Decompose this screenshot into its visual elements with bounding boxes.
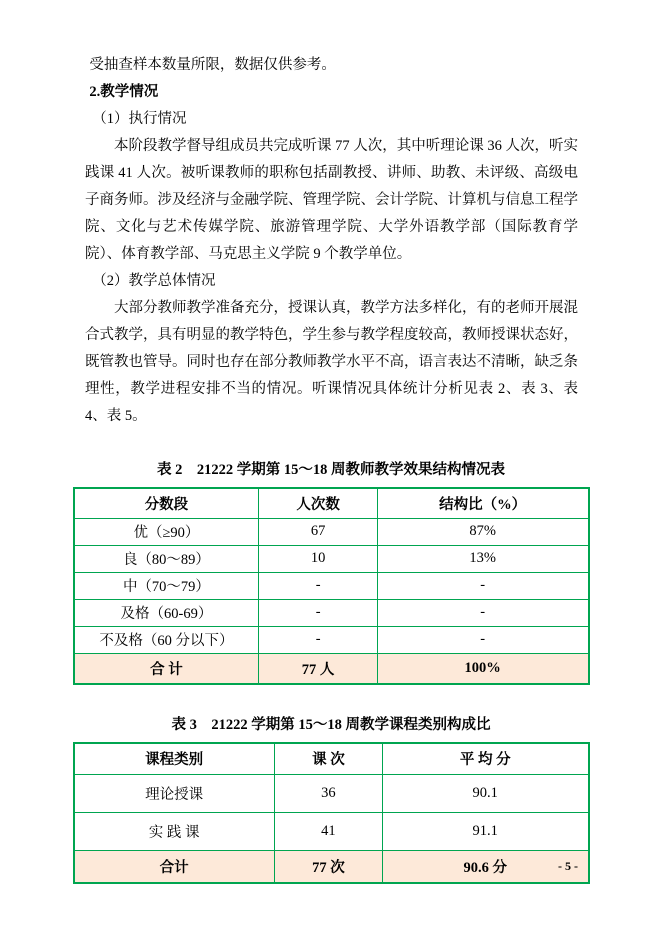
section-heading: 2.教学情况 xyxy=(89,84,159,100)
table-3-caption: 表 3 21222 学期第 15～18 周教学课程类别构成比 xyxy=(171,717,491,733)
table-row-pass xyxy=(74,599,589,626)
cell-course-type: 理论授课 xyxy=(74,774,275,812)
table-2-caption: 表 2 21222 学期第 15～18 周教师教学效果结构情况表 xyxy=(157,462,505,478)
table-2-header-row xyxy=(74,488,589,518)
cell-ratio: - xyxy=(377,572,588,599)
table-row-theory xyxy=(74,774,589,812)
table-2-teaching-effect xyxy=(73,487,590,685)
header-score-band: 分数段 xyxy=(74,488,259,518)
table-row-fail xyxy=(74,626,589,653)
cell-average-score: 91.1 xyxy=(382,812,588,850)
header-course-type: 课程类别 xyxy=(74,743,275,774)
cell-person-count: 10 xyxy=(259,545,377,572)
table-3-summary-row xyxy=(74,850,589,883)
paragraph-execution-details: 本阶段教学督导组成员共完成听课 77 人次，其中听理论课 36 人次，听实践课 41 人次。被听课教师的职称包括副教授、讲师、助教、未评级、高级电子商务师。涉及经济与金融学院、管理学院、会计学院、计算机与信息工程学院、文化与艺术传媒学院、旅游管理学院、大学外语教学部（国际教育学院）、体育教学部、马克思主义学院 9 个教学单位。 xyxy=(85,138,578,262)
cell-lesson-count: 36 xyxy=(274,774,382,812)
cell-person-count: 67 xyxy=(259,518,377,545)
table-2-summary-row xyxy=(74,653,589,684)
cell-ratio: 87% xyxy=(377,518,588,545)
cell-person-count: - xyxy=(259,599,377,626)
table-row-practice xyxy=(74,812,589,850)
cell-person-count: - xyxy=(259,572,377,599)
cell-lesson-count: 41 xyxy=(274,812,382,850)
table-row-good xyxy=(74,545,589,572)
header-person-count: 人次数 xyxy=(259,488,377,518)
cell-score-band: 中（70～79） xyxy=(74,572,259,599)
paragraph-overall-details: 大部分教师教学准备充分，授课认真，教学方法多样化，有的老师开展混合式教学，具有明显的教学特色，学生参与教学程度较高，教师授课状态好，既管教也管导。同时也存在部分教师教学水平不高，语言表达不清晰，缺乏条理性，教学进程安排不当的情况。听课情况具体统计分析见表 2、表 3、表 4、表 5。 xyxy=(85,300,578,424)
body-text-block xyxy=(85,52,578,430)
table-3-header-row xyxy=(74,743,589,774)
cell-score-band: 良（80～89） xyxy=(74,545,259,572)
cell-total-average: 90.6 分 xyxy=(382,850,588,883)
cell-total-label: 合 计 xyxy=(74,653,259,684)
sub-heading-overall: （2）教学总体情况 xyxy=(92,273,216,289)
cell-course-type: 实 践 课 xyxy=(74,812,275,850)
header-lesson-count: 课 次 xyxy=(274,743,382,774)
table-3-course-type xyxy=(73,742,590,884)
cell-score-band: 及格（60-69） xyxy=(74,599,259,626)
header-ratio: 结构比（%） xyxy=(377,488,588,518)
table-row-medium xyxy=(74,572,589,599)
cell-total-ratio: 100% xyxy=(377,653,588,684)
page-number: - 5 - xyxy=(558,859,578,873)
cell-total-count: 77 人 xyxy=(259,653,377,684)
cell-ratio: 13% xyxy=(377,545,588,572)
sub-heading-execution: （1）执行情况 xyxy=(92,111,187,127)
cell-total-label: 合计 xyxy=(74,850,275,883)
cell-average-score: 90.1 xyxy=(382,774,588,812)
cell-score-band: 优（≥90） xyxy=(74,518,259,545)
intro-paragraph: 受抽查样本数量所限，数据仅供参考。 xyxy=(89,57,336,73)
header-average-score: 平 均 分 xyxy=(382,743,588,774)
cell-total-count: 77 次 xyxy=(274,850,382,883)
cell-ratio: - xyxy=(377,599,588,626)
cell-score-band: 不及格（60 分以下） xyxy=(74,626,259,653)
cell-ratio: - xyxy=(377,626,588,653)
table-row-excellent xyxy=(74,518,589,545)
cell-person-count: - xyxy=(259,626,377,653)
